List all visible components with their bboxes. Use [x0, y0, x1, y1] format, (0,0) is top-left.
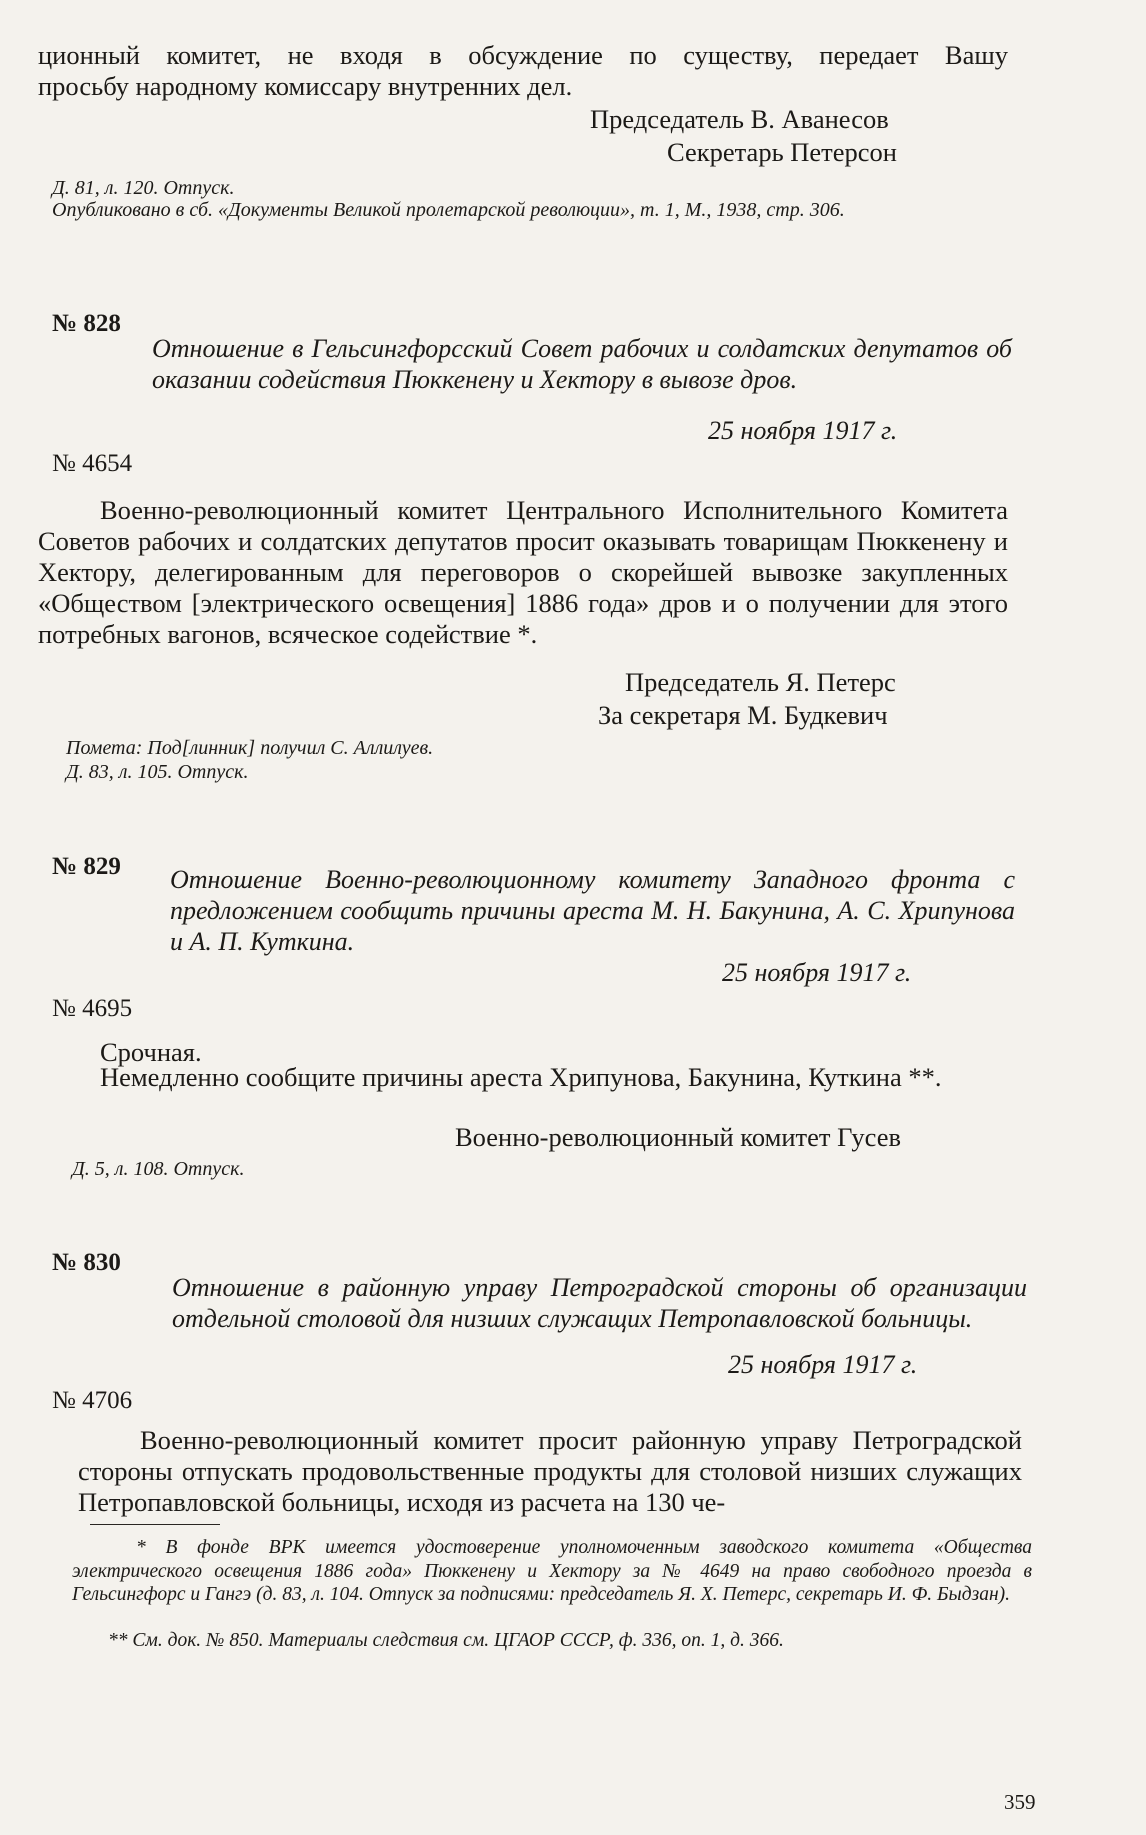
outgoing-number-4654: № 4654	[52, 450, 133, 477]
archive-ref-829: Д. 5, л. 108. Отпуск.	[72, 1158, 245, 1180]
outgoing-number-4695: № 4695	[52, 995, 133, 1022]
footnote-divider	[90, 1524, 220, 1525]
doc-date-830: 25 ноября 1917 г.	[728, 1350, 918, 1379]
signature-vrk-gusev: Военно-революционный комитет Гусев	[455, 1122, 901, 1152]
note-828: Помета: Под[линник] получил С. Аллилуев.	[66, 737, 434, 759]
urgent-label: Срочная.	[100, 1037, 202, 1067]
doc-body-830: Военно-революционный комитет просит районную управу Петроградской стороны отпускать продовольственные продукты для столовой низших служащих Петропавловской больницы, исходя из расчета на 130 че-	[78, 1425, 1022, 1517]
footnote-2: ** См. док. № 850. Материалы следствия см. ЦГАОР СССР, ф. 336, оп. 1, д. 366.	[108, 1630, 784, 1651]
signature-secretary-peterson: Секретарь Петерсон	[667, 137, 897, 167]
doc-title-828: Отношение в Гельсингфорсский Совет рабочих и солдатских депутатов об оказании содействия Пюккенену и Хектору в вывозе дров.	[152, 334, 1012, 394]
doc-date-829: 25 ноября 1917 г.	[722, 958, 912, 987]
archive-ref: Д. 81, л. 120. Отпуск.	[52, 177, 235, 199]
publication-ref: Опубликовано в сб. «Документы Великой пролетарской революции», т. 1, М., 1938, стр. 306.	[52, 199, 845, 221]
archive-ref-828: Д. 83, л. 105. Отпуск.	[66, 761, 249, 783]
doc-title-830: Отношение в районную управу Петроградской стороны об организации отдельной столовой для низших служащих Петропавловской больницы.	[172, 1273, 1027, 1333]
doc-body-829: Немедленно сообщите причины ареста Хрипунова, Бакунина, Куткина **.	[100, 1062, 942, 1092]
signature-chair-avanesov: Председатель В. Аванесов	[590, 104, 889, 134]
doc-body-828: Военно-революционный комитет Центрального Исполнительного Комитета Советов рабочих и солдатских депутатов просит оказывать товарищам Пюккенену и Хектору, делегированным для переговоров о скорейшей вывозке закупленных «Обществом [электрического освещения] 1886 года» дров и о получении для этого потребных вагонов, всяческое содействие *.	[38, 495, 1008, 649]
doc-number-829: № 829	[52, 853, 121, 880]
page-number: 359	[1004, 1790, 1036, 1814]
doc-number-830: № 830	[52, 1249, 121, 1276]
signature-secretary-budkevich: За секретаря М. Будкевич	[598, 700, 888, 730]
continued-text: ционный комитет, не входя в обсуждение по существу, передает Вашу просьбу народному комиссару внутренних дел.	[38, 40, 1008, 101]
doc-number-828: № 828	[52, 310, 121, 337]
signature-chair-peters: Председатель Я. Петерс	[625, 667, 896, 697]
doc-title-829: Отношение Военно-революционному комитету Западного фронта с предложением сообщить причины ареста М. Н. Бакунина, А. С. Хрипунова и А. П. Куткина.	[170, 865, 1015, 956]
doc-date-828: 25 ноября 1917 г.	[708, 416, 898, 445]
footnote-1: * В фонде ВРК имеется удостоверение уполномоченным заводского комитета «Общества электрического освещения 1886 года» Пюккенену и Хектору за № 4649 на право свободного проезда в Гельсингфорс и Гангэ (д. 83, л. 104. Отпуск за подписями: председатель Я. Х. Петерс, секретарь И. Ф. Быдзан).	[72, 1537, 1032, 1605]
outgoing-number-4706: № 4706	[52, 1387, 133, 1414]
